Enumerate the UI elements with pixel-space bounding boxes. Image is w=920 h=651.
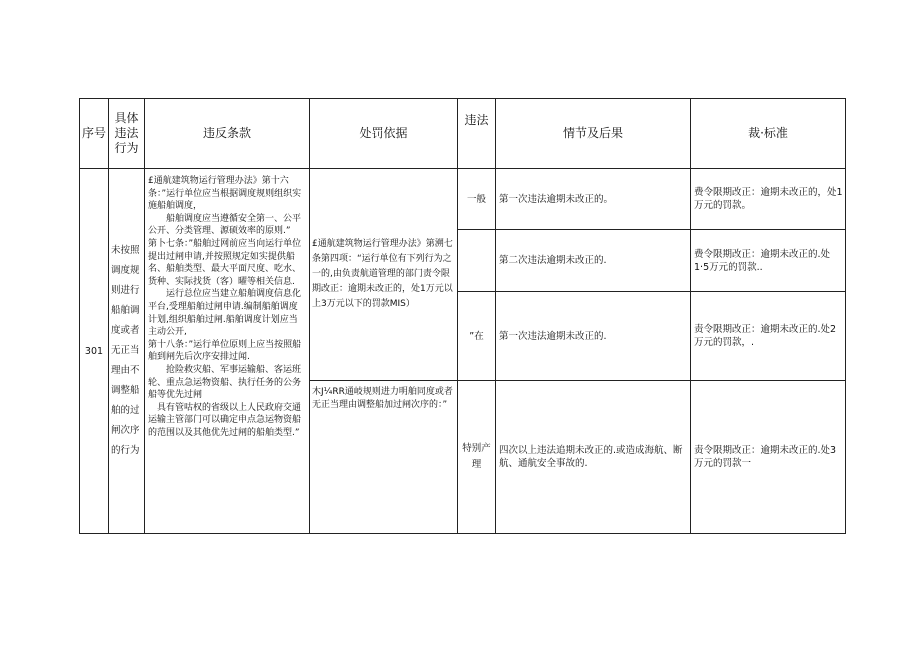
standard-3: 责令限期改正：逾期未改正的.处2万元的罚款，. bbox=[691, 292, 846, 381]
circumstance-2: 第二次违法逾期未改正的. bbox=[496, 230, 691, 292]
clause-paragraph: 抢险救灾船、军事运输船、客运班轮、重点急运物资船、执行任务的公务船等优先过闸 bbox=[148, 364, 302, 401]
degree-blank bbox=[458, 230, 496, 292]
circumstance-1: 第一次违法逾期未改正的。 bbox=[496, 169, 691, 230]
penalty-basis-text: £通航建筑物运行管理办法》第溯七条第四项：“运行单位有下列行为之一的,由负责航道管理的部门责令限期改正：逾期未改正的，处1万元以上3万元以下的罚款MIS） bbox=[312, 239, 453, 309]
standard-2: 费令限期改正：逾期未改正的.处1·5万元的罚款.. bbox=[691, 230, 846, 292]
circumstance-4: 四次以上违法追期未改正的.或造成海航、断航、通航安全事故的. bbox=[496, 381, 691, 534]
header-index: 序号 bbox=[80, 99, 109, 169]
clause-paragraph: 运行总位应当建立船舶调度信息化平台,受理船舶过闸申请.编制船舶调度计划,组织船舶过闸.船舶调度计划应当主动公开, bbox=[148, 289, 302, 338]
header-row bbox=[80, 99, 846, 169]
penalty-basis-top bbox=[310, 169, 458, 381]
row-index: 301 bbox=[80, 169, 109, 534]
clause-paragraph: £通航建筑物运行管理办法》第十六条：”运行单位应当根据调度规则组织实施船舶调度， bbox=[148, 176, 302, 212]
violated-clause bbox=[145, 169, 310, 534]
clause-paragraph: 具有管咕权的省级以上人民政府交通运输主管部门可以确定申点急运物资船的范围以及其他优先过闸的船舶类型.” bbox=[148, 402, 302, 438]
header-standard: 裁·标准 bbox=[691, 99, 846, 169]
clause-paragraph: 船舶调度应当遵循安全第一、公平公开、分类管理、源硕效率的原则.” bbox=[148, 213, 302, 237]
penalty-basis-continuation: 木J¼RR通岐规则进力明舶同度或者无正当理由调整船加过闸次序的：” bbox=[312, 387, 453, 410]
degree-general: 一般 bbox=[458, 169, 496, 230]
table-row bbox=[80, 169, 846, 230]
header-penalty-basis: 处罚依据 bbox=[310, 99, 458, 169]
penalty-standard-table bbox=[79, 98, 846, 534]
circumstance-3: 第一次违法逾期未改正的. bbox=[496, 292, 691, 381]
header-behavior: 具体违法行为 bbox=[109, 99, 145, 169]
violation-behavior: 未按照调度规则进行船舶调度或者无正当理由不调整船舶的过闸次序的行为 bbox=[109, 169, 145, 534]
standard-4: 责令限期改正：逾期未改正的.处3万元的罚款一 bbox=[691, 381, 846, 534]
clause-paragraph: 第十八条：”运行单位原则上应当按照船舶到闸先后次序安排过闻. bbox=[148, 339, 302, 363]
header-violated-clause: 违反条款 bbox=[145, 99, 310, 169]
header-circumstance: 情节及后果 bbox=[496, 99, 691, 169]
degree-serious: ”在 bbox=[458, 292, 496, 381]
degree-especially-serious: 特别产理 bbox=[458, 381, 496, 534]
penalty-basis-bottom bbox=[310, 381, 458, 534]
header-violation-degree: 违法 bbox=[458, 99, 496, 169]
standard-1: 费令限期改正：逾期未改正的，处1万元的罚款。 bbox=[691, 169, 846, 230]
clause-paragraph: 第卜七条：”船舶过网前应当向运行单位提出过闸申请,并按照规定如实提供船名、船舶类型、最大平面尺度、吃水、货种、实际找货（客）曜等相关信息. bbox=[148, 238, 302, 287]
